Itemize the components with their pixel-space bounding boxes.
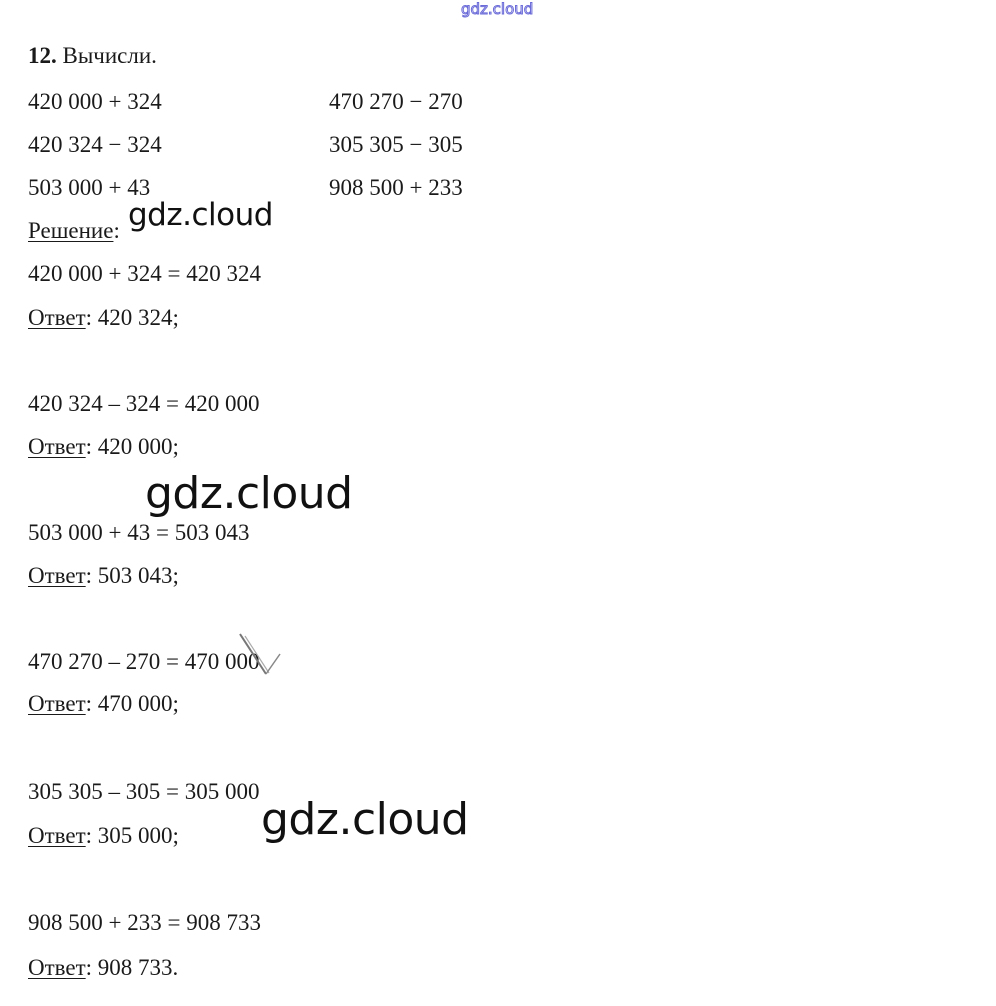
solution-equation-3: 503 000 + 43 = 503 043 <box>28 520 250 545</box>
expression-right-1: 470 270 − 270 <box>329 89 463 114</box>
answer-value: : 908 733. <box>85 955 179 980</box>
answer-line-1 <box>28 306 179 329</box>
answer-line-3 <box>28 564 179 587</box>
pen-stroke-mark <box>236 630 286 680</box>
expression-right-2: 305 305 − 305 <box>329 132 463 157</box>
answer-label: Ответ <box>28 955 86 980</box>
solution-equation-4: 470 270 – 270 = 470 000 <box>28 649 260 674</box>
expression-left-2: 420 324 − 324 <box>28 132 162 157</box>
answer-label: Ответ <box>28 434 86 459</box>
solution-equation-6: 908 500 + 233 = 908 733 <box>28 910 261 935</box>
solution-colon: : <box>113 218 120 243</box>
answer-value: : 503 043; <box>85 563 179 588</box>
task-title: Вычисли. <box>62 43 157 68</box>
solution-label: Решение <box>28 218 114 243</box>
answer-line-5 <box>28 824 179 847</box>
answer-line-6 <box>28 956 178 979</box>
answer-value: : 420 000; <box>85 434 179 459</box>
answer-line-4 <box>28 692 179 715</box>
watermark-3: gdz.cloud <box>261 794 469 845</box>
task-number: 12. <box>28 43 57 68</box>
solution-equation-1: 420 000 + 324 = 420 324 <box>28 261 261 286</box>
solution-heading <box>28 219 120 242</box>
solution-equation-2: 420 324 – 324 = 420 000 <box>28 391 260 416</box>
expression-left-1: 420 000 + 324 <box>28 89 162 114</box>
answer-label: Ответ <box>28 563 86 588</box>
answer-label: Ответ <box>28 823 86 848</box>
expression-right-3: 908 500 + 233 <box>329 175 463 200</box>
solution-equation-5: 305 305 – 305 = 305 000 <box>28 779 260 804</box>
watermark-top: gdz.cloud <box>461 0 534 18</box>
answer-line-2 <box>28 435 179 458</box>
expression-left-3: 503 000 + 43 <box>28 175 151 200</box>
watermark-1: gdz.cloud <box>128 197 273 233</box>
answer-value: : 420 324; <box>85 305 179 330</box>
answer-value: : 470 000; <box>85 691 179 716</box>
task-heading <box>28 44 157 67</box>
answer-label: Ответ <box>28 305 86 330</box>
answer-label: Ответ <box>28 691 86 716</box>
answer-value: : 305 000; <box>85 823 179 848</box>
watermark-2: gdz.cloud <box>145 468 353 519</box>
